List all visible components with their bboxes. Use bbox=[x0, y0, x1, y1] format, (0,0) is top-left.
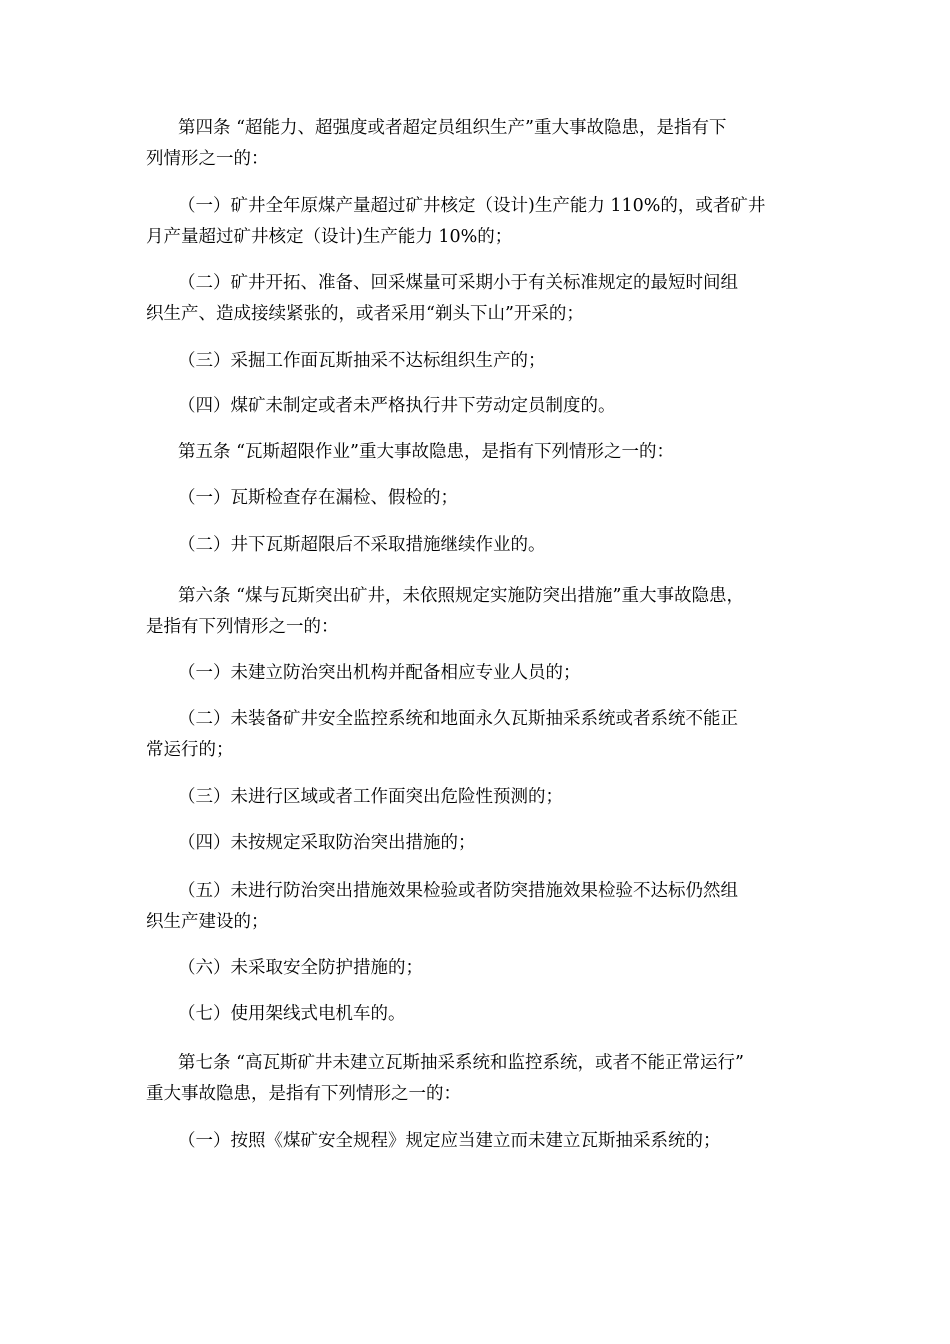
article-6-item-5 bbox=[146, 876, 806, 938]
text-line: （三）未进行区域或者工作面突出危险性预测的； bbox=[178, 787, 563, 807]
text-line: （一）矿井全年原煤产量超过矿井核定（设计)生产能力 110%的，或者矿井 bbox=[178, 196, 766, 216]
text-line: 第七条 “高瓦斯矿井未建立瓦斯抽采系统和监控系统，或者不能正常运行” bbox=[178, 1053, 744, 1073]
text-line: （二）井下瓦斯超限后不采取措施继续作业的。 bbox=[178, 535, 546, 555]
text-line: （六）未采取安全防护措施的； bbox=[178, 958, 423, 978]
text-line: （三）采掘工作面瓦斯抽采不达标组织生产的； bbox=[178, 351, 546, 371]
article-5-item-2 bbox=[146, 530, 806, 561]
text-line: 重大事故隐患，是指有下列情形之一的： bbox=[146, 1084, 461, 1104]
text-line: （五）未进行防治突出措施效果检验或者防突措施效果检验不达标仍然组 bbox=[178, 881, 738, 901]
article-6-item-2 bbox=[146, 704, 806, 766]
text-line: 列情形之一的： bbox=[146, 149, 269, 169]
text-line: 是指有下列情形之一的： bbox=[146, 617, 339, 637]
article-5-paragraph bbox=[146, 437, 806, 468]
text-line: （二）矿井开拓、准备、回采煤量可采期小于有关标准规定的最短时间组 bbox=[178, 273, 738, 293]
article-6-item-4 bbox=[146, 828, 806, 859]
article-4-paragraph bbox=[146, 113, 806, 175]
text-line: 第五条 “瓦斯超限作业”重大事故隐患，是指有下列情形之一的： bbox=[178, 442, 674, 462]
article-4-item-2 bbox=[146, 268, 806, 330]
text-line: （七）使用架线式电机车的。 bbox=[178, 1004, 406, 1024]
text-line: （四）未按规定采取防治突出措施的； bbox=[178, 833, 476, 853]
text-line: 常运行的； bbox=[146, 740, 234, 760]
article-4-item-1 bbox=[146, 191, 806, 253]
text-line: （一）未建立防治突出机构并配备相应专业人员的； bbox=[178, 663, 581, 683]
text-line: 织生产建设的； bbox=[146, 912, 269, 932]
article-4-item-3 bbox=[146, 346, 806, 377]
article-6-item-7 bbox=[146, 999, 806, 1030]
text-line: （一）瓦斯检查存在漏检、假检的； bbox=[178, 488, 458, 508]
text-line: 第四条 “超能力、超强度或者超定员组织生产”重大事故隐患，是指有下 bbox=[178, 118, 727, 138]
article-6-paragraph bbox=[146, 581, 806, 643]
text-line: 织生产、造成接续紧张的，或者采用“剃头下山”开采的； bbox=[146, 304, 584, 324]
article-7-paragraph bbox=[146, 1048, 806, 1110]
text-line: 月产量超过矿井核定（设计)生产能力 10%的； bbox=[146, 227, 513, 247]
article-4-item-4 bbox=[146, 391, 806, 422]
text-line: （四）煤矿未制定或者未严格执行井下劳动定员制度的。 bbox=[178, 396, 616, 416]
article-5-item-1 bbox=[146, 483, 806, 514]
text-line: （二）未装备矿井安全监控系统和地面永久瓦斯抽采系统或者系统不能正 bbox=[178, 709, 738, 729]
article-6-item-6 bbox=[146, 953, 806, 984]
article-6-item-3 bbox=[146, 782, 806, 813]
text-line: 第六条 “煤与瓦斯突出矿井，未依照规定实施防突出措施”重大事故隐患， bbox=[178, 586, 744, 606]
article-7-item-1 bbox=[146, 1126, 806, 1157]
text-line: （一）按照《煤矿安全规程》规定应当建立而未建立瓦斯抽采系统的； bbox=[178, 1131, 721, 1151]
article-6-item-1 bbox=[146, 658, 806, 689]
